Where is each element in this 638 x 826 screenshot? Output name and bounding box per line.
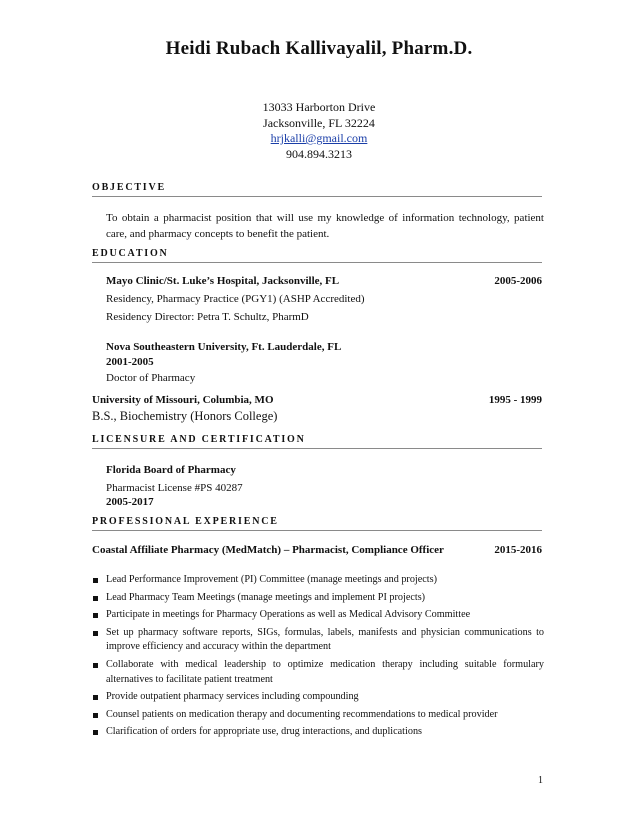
list-item: Lead Performance Improvement (PI) Committee (manage meetings and projects) — [92, 573, 544, 588]
education-dates-3: 1995 - 1999 — [488, 394, 542, 406]
education-detail-1b: Residency Director: Petra T. Schultz, PharmD — [106, 311, 309, 323]
objective-text: To obtain a pharmacist position that will use my knowledge of information technology, patient care, and pharmacy concepts to benefit the patient. — [106, 212, 544, 240]
education-dates-1: 2005-2006 — [494, 275, 542, 287]
education-detail-2: Doctor of Pharmacy — [106, 372, 196, 384]
address-line-1: 13033 Harborton Drive — [262, 100, 376, 114]
objective-heading: OBJECTIVE — [92, 182, 542, 197]
education-institution-2: Nova Southeastern University, Ft. Lauderdale, FL — [106, 341, 342, 353]
contact-block — [0, 100, 638, 162]
job-dates: 2015-2016 — [494, 544, 542, 556]
candidate-name: Heidi Rubach Kallivayalil, Pharm.D. — [165, 38, 473, 59]
list-item: Set up pharmacy software reports, SIGs, formulas, labels, manifests and physician communications to improve efficiency and accuracy within the department — [92, 626, 544, 655]
licensure-heading: LICENSURE AND CERTIFICATION — [92, 434, 542, 449]
list-item: Participate in meetings for Pharmacy Operations as well as Medical Advisory Committee — [92, 608, 544, 623]
education-institution-1: Mayo Clinic/St. Luke’s Hospital, Jacksonville, FL — [106, 275, 340, 287]
job-title: Coastal Affiliate Pharmacy (MedMatch) – Pharmacist, Compliance Officer — [92, 544, 444, 556]
licensure-dates: 2005-2017 — [106, 496, 154, 508]
licensure-number: Pharmacist License #PS 40287 — [106, 482, 243, 494]
education-detail-1a: Residency, Pharmacy Practice (PGY1) (ASHP Accredited) — [106, 293, 365, 305]
list-item: Counsel patients on medication therapy and documenting recommendations to medical provider — [92, 708, 544, 723]
education-dates-2: 2001-2005 — [106, 356, 154, 368]
list-item: Lead Pharmacy Team Meetings (manage meetings and implement PI projects) — [92, 591, 544, 606]
list-item: Provide outpatient pharmacy services including compounding — [92, 690, 544, 705]
education-detail-3: B.S., Biochemistry (Honors College) — [92, 409, 278, 423]
licensure-board: Florida Board of Pharmacy — [106, 464, 236, 476]
list-item: Collaborate with medical leadership to optimize medication therapy including suitable formulary alternatives to facilitate patient treatment — [92, 658, 544, 687]
phone-number: 904.894.3213 — [286, 146, 352, 161]
education-institution-3: University of Missouri, Columbia, MO — [92, 394, 274, 406]
page-number: 1 — [538, 775, 543, 786]
list-item: Clarification of orders for appropriate use, drug interactions, and duplications — [92, 725, 544, 740]
education-heading: EDUCATION — [92, 248, 542, 263]
experience-heading: PROFESSIONAL EXPERIENCE — [92, 516, 542, 531]
email-link[interactable]: hrjkalli@gmail.com — [270, 131, 368, 145]
experience-bullet-list — [92, 573, 544, 743]
address-line-2: Jacksonville, FL 32224 — [263, 115, 375, 130]
